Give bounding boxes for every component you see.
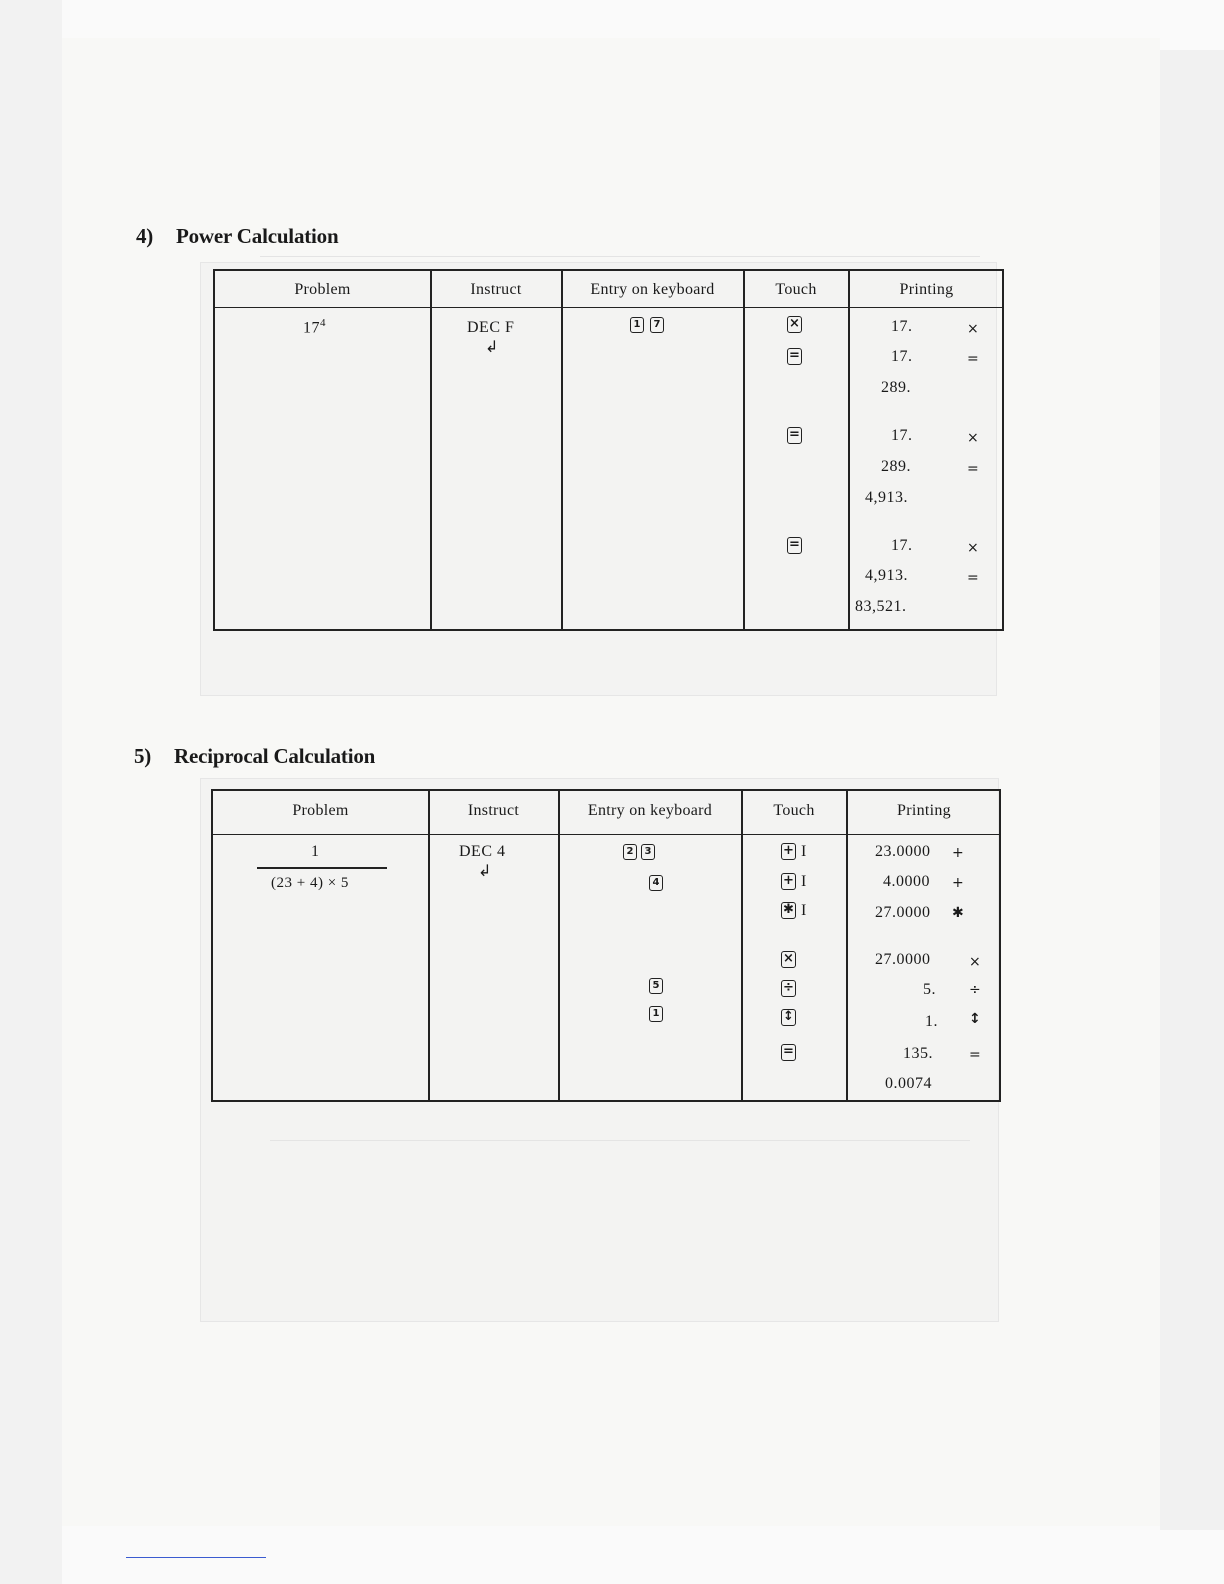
print-symbol: × <box>967 321 979 337</box>
print-symbol: = <box>969 1047 981 1063</box>
instruct-setting: DEC F <box>467 319 515 336</box>
print-value: 5. <box>923 981 936 998</box>
fraction-bar <box>257 867 387 869</box>
print-value: 0.0074 <box>885 1075 932 1092</box>
key-1-icon: 1 <box>649 1006 663 1022</box>
equals-key-icon: = <box>787 348 802 365</box>
section-number: 5) <box>134 744 152 768</box>
print-value: 23.0000 <box>875 843 931 860</box>
header-instruct: Instruct <box>470 281 522 298</box>
column-divider <box>430 271 432 629</box>
problem-expression <box>303 317 326 337</box>
column-divider <box>428 791 430 1100</box>
power-section-title <box>136 224 338 249</box>
section-number: 4) <box>136 224 154 248</box>
print-value: 4,913. <box>865 489 908 506</box>
print-symbol: × <box>967 540 979 556</box>
header-problem: Problem <box>292 802 349 819</box>
bottom-underline <box>126 1557 266 1558</box>
column-divider <box>846 791 848 1100</box>
key-7-icon: 7 <box>650 317 664 333</box>
column-divider <box>741 791 743 1100</box>
instruct-setting: DEC 4 <box>459 843 506 860</box>
fraction-denominator: (23 + 4) × 5 <box>271 875 349 891</box>
header-touch: Touch <box>775 281 817 298</box>
print-symbol: + <box>952 875 964 891</box>
return-arrow-icon: ↲ <box>485 337 499 356</box>
divide-key-icon: ÷ <box>781 980 796 997</box>
power-table <box>213 269 1004 631</box>
page-edge-left <box>0 0 62 1584</box>
return-arrow-icon: ↲ <box>478 861 492 880</box>
key-2-icon: 2 <box>623 844 637 860</box>
print-symbol: × <box>969 954 981 970</box>
key-4-icon: 4 <box>649 875 663 891</box>
column-divider <box>558 791 560 1100</box>
header-touch: Touch <box>773 802 815 819</box>
header-entry: Entry on keyboard <box>590 281 715 298</box>
header-instruct: Instruct <box>467 802 520 819</box>
plus-key-icon: + <box>781 873 796 890</box>
section-heading: Reciprocal Calculation <box>174 744 376 768</box>
print-value: 4,913. <box>865 567 908 584</box>
equals-key-icon: = <box>787 537 802 554</box>
header-problem: Problem <box>294 281 351 298</box>
print-value: 17. <box>891 427 913 444</box>
header-entry: Entry on keyboard <box>587 802 713 819</box>
reciprocal-section-title <box>134 744 375 769</box>
equals-key-icon: = <box>781 1044 796 1061</box>
header-printing: Printing <box>899 281 954 298</box>
print-symbol: × <box>967 430 979 446</box>
column-divider <box>743 271 745 629</box>
item-mark: I <box>801 873 807 890</box>
item-mark: I <box>801 843 807 860</box>
multiply-key-icon: × <box>787 316 802 333</box>
column-divider <box>561 271 563 629</box>
print-symbol: = <box>967 351 979 367</box>
key-3-icon: 3 <box>641 844 655 860</box>
header-printing: Printing <box>897 802 951 819</box>
column-divider <box>848 271 850 629</box>
print-value: 1. <box>925 1013 938 1030</box>
section-heading: Power Calculation <box>176 224 339 248</box>
key-5-icon: 5 <box>649 978 663 994</box>
print-symbol: ÷ <box>969 982 981 998</box>
page-edge-right <box>1160 50 1224 1530</box>
key-1-icon: 1 <box>630 317 644 333</box>
print-symbol: = <box>967 570 979 586</box>
print-symbol: = <box>967 461 979 477</box>
problem-base: 17 <box>303 319 320 337</box>
print-value: 135. <box>903 1045 933 1062</box>
print-value: 289. <box>881 458 911 475</box>
print-symbol: ↕ <box>969 1011 981 1027</box>
equals-key-icon: = <box>787 427 802 444</box>
subtotal-key-icon: ✱ <box>781 902 796 919</box>
print-value: 17. <box>891 318 913 335</box>
fraction-numerator: 1 <box>311 843 320 860</box>
show-through-line <box>270 1140 970 1141</box>
print-value: 27.0000 <box>875 951 931 968</box>
print-value: 4.0000 <box>883 873 930 890</box>
plus-key-icon: + <box>781 843 796 860</box>
print-value: 17. <box>891 348 913 365</box>
problem-exponent: 4 <box>320 317 326 329</box>
print-value: 83,521. <box>855 598 907 615</box>
print-value: 289. <box>881 379 911 396</box>
print-symbol: + <box>952 845 964 861</box>
print-symbol: ✱ <box>952 905 964 921</box>
exchange-key-icon: ↕ <box>781 1009 796 1026</box>
print-value: 17. <box>891 537 913 554</box>
item-mark: I <box>801 902 807 919</box>
multiply-key-icon: × <box>781 951 796 968</box>
print-value: 27.0000 <box>875 904 931 921</box>
reciprocal-table <box>211 789 1001 1102</box>
show-through-line <box>260 256 980 257</box>
